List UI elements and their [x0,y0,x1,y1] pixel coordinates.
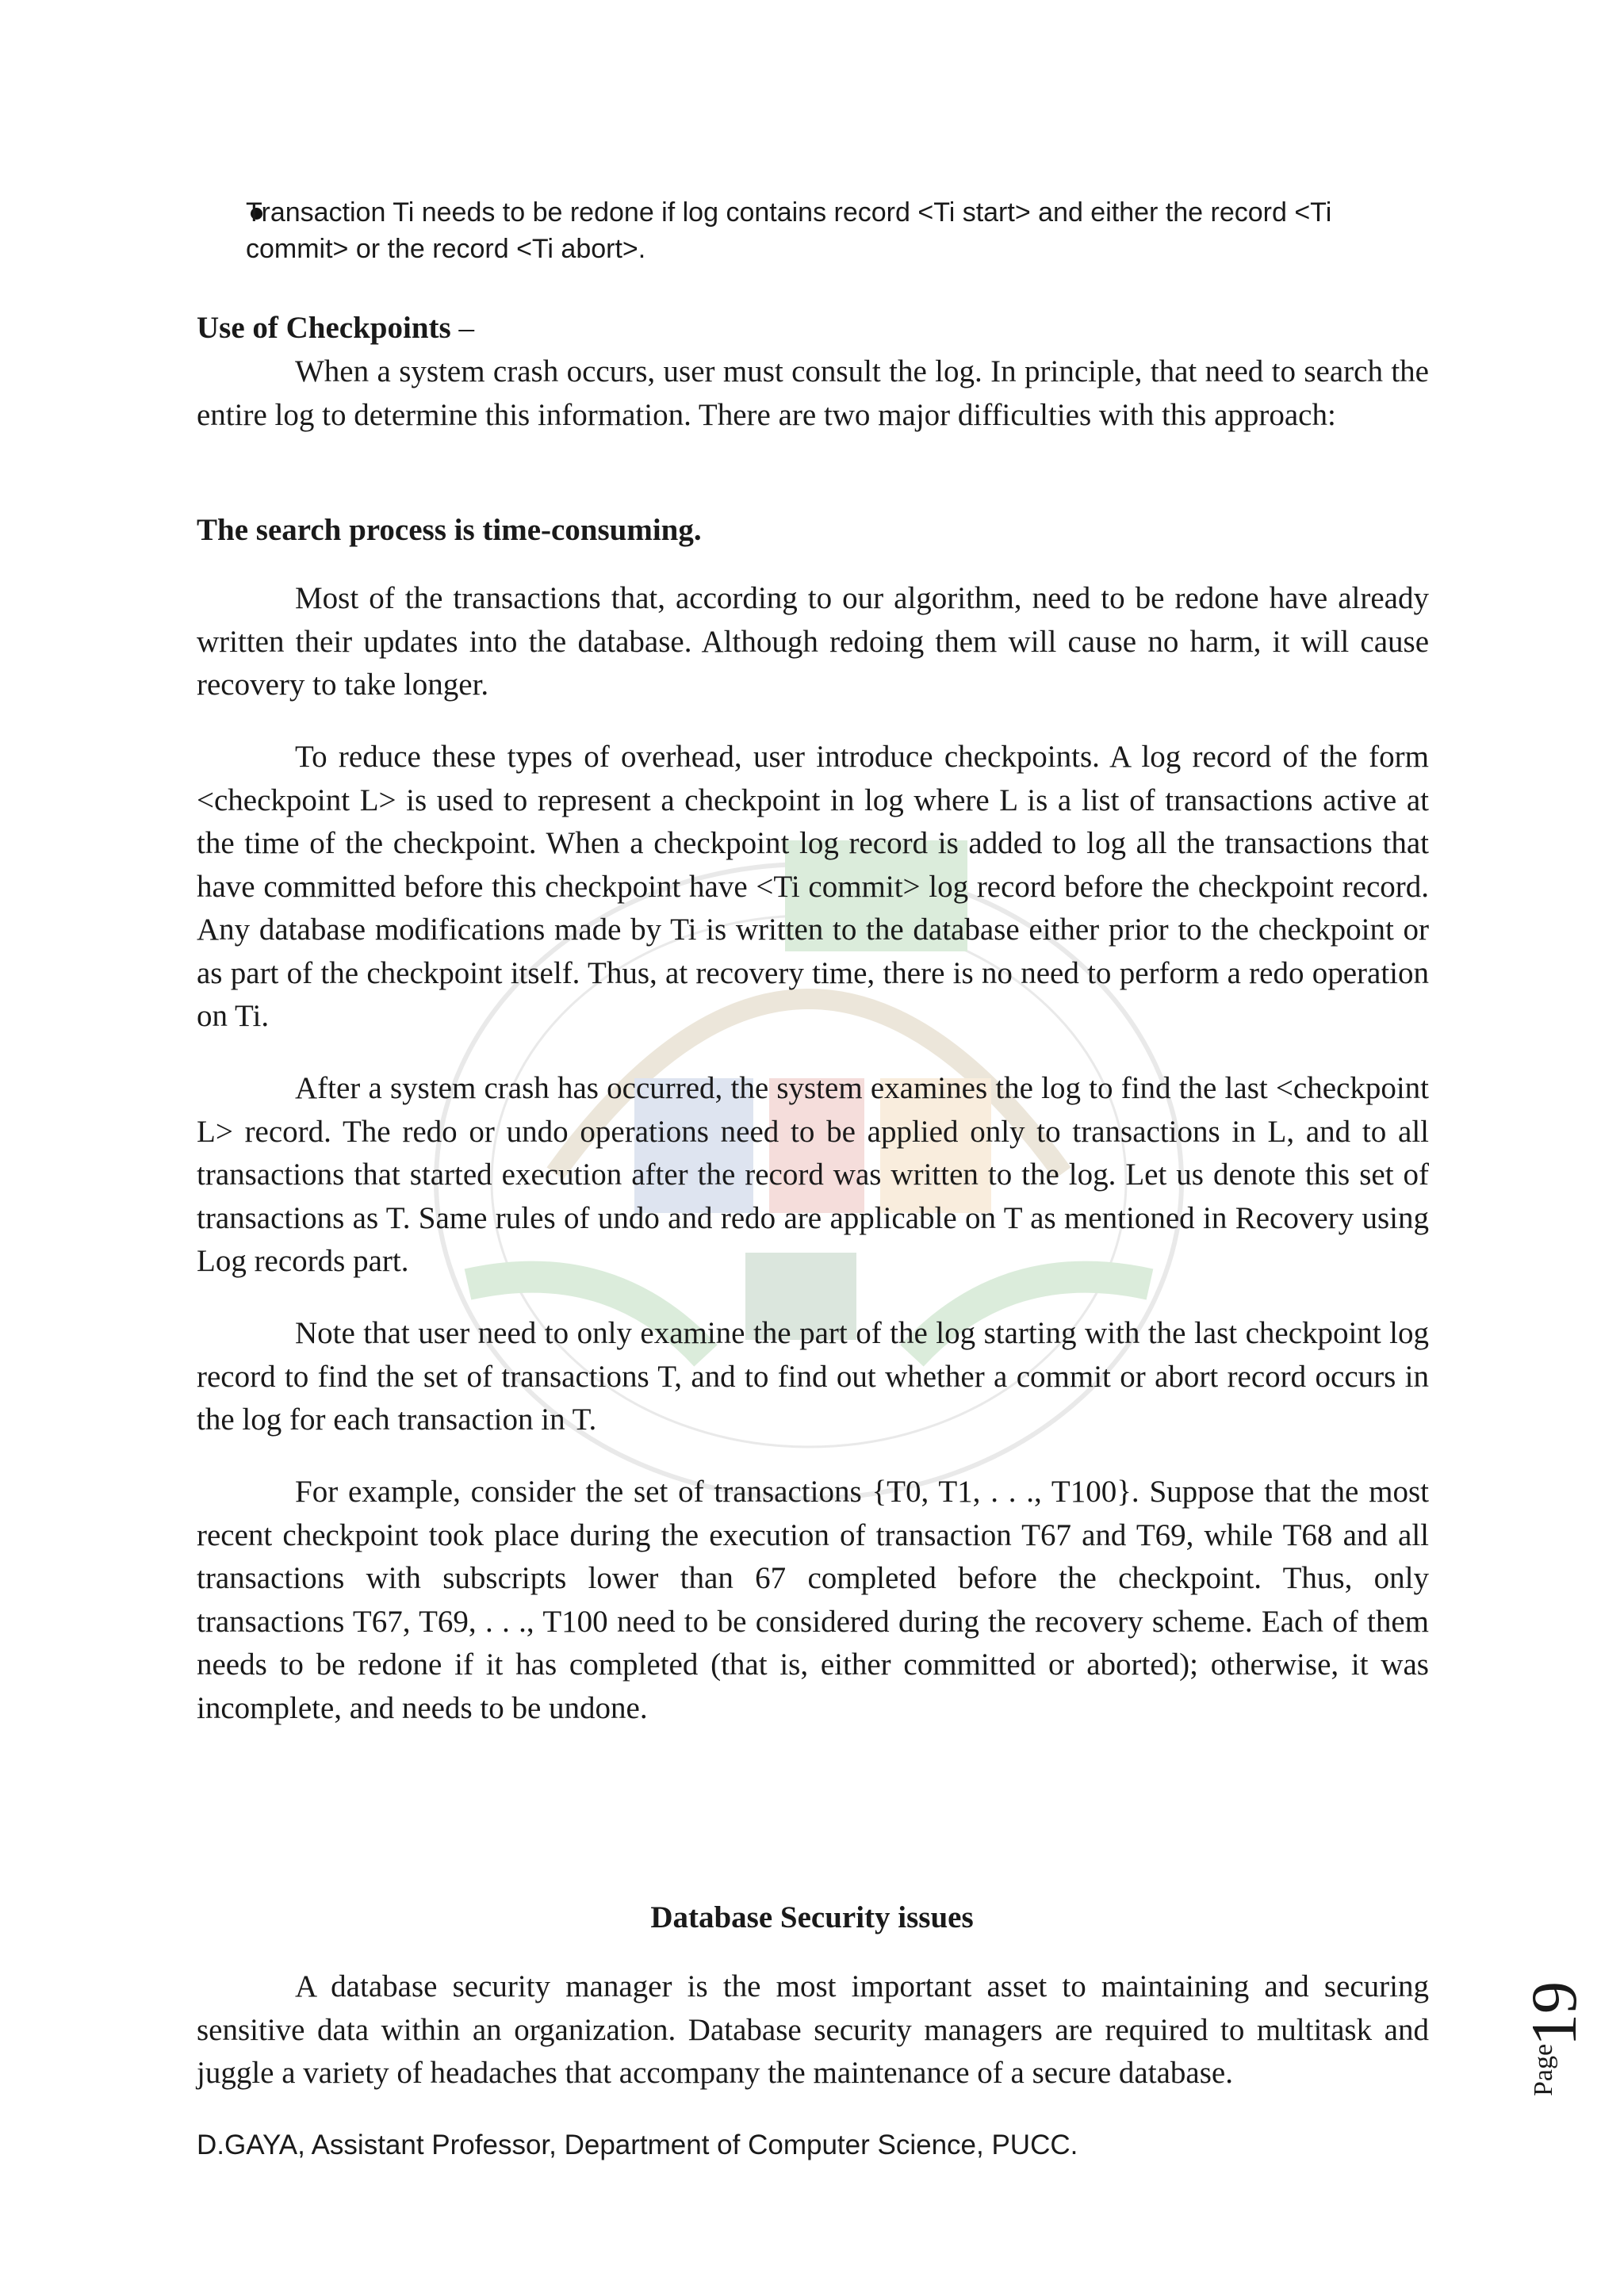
bullet-text: Transaction Ti needs to be redone if log contains record <Ti start> and either the record <Ti commit> or the record <Ti abort>. [246,197,1332,264]
page-number-value: 19 [1518,1981,1590,2046]
page-number-label: Page [1529,2043,1558,2097]
paragraph-introduce-checkpoints: To reduce these types of overhead, user introduce checkpoints. A log record of the form <checkpoint L> is used to represent a checkpoint in log where L is a list of transactions active at the time of the checkpoint. When a checkpoint log record is added to log all the transactions that have committed before this checkpoint have <Ti commit> log record before the checkpoint record. Any database modifications made by Ti is written to the database either prior to the checkpoint or as part of the checkpoint itself. Thus, at recovery time, there is no need to perform a redo operation on Ti. [197,740,1429,1033]
footer-author: D.GAYA, Assistant Professor, Department of Computer Science, PUCC. [197,2130,1078,2160]
checkpoints-heading-dash: – [450,311,474,345]
checkpoints-heading-line [197,307,1434,350]
search-process-heading: The search process is time-consuming. [197,513,702,547]
page-number [1511,1958,1598,2097]
checkpoints-intro-paragraph: When a system crash occurs, user must consult the log. In principle, that need to search the entire log to determine this information. There are two major difficulties with this approach: [197,354,1429,432]
paragraph-examine-log: Note that user need to only examine the part of the log starting with the last checkpoint log record to find the set of transactions T, and to find out whether a commit or abort record occurs in the log for each transaction in T. [197,1316,1429,1437]
paragraph-security-manager: A database security manager is the most important asset to maintaining and securing sensitive data within an organization. Database security managers are required to multitask and juggle a variety of headaches that accompany the maintenance of a secure database. [197,1969,1429,2090]
paragraph-after-crash: After a system crash has occurred, the system examines the log to find the last <checkpoint L> record. The redo or undo operations need to be applied only to transactions in L, and to all transactions that started execution after the record was written to the log. Let us denote this set of transactions as T. Same rules of undo and redo are applicable on T as mentioned in Recovery using Log records part. [197,1071,1429,1278]
paragraph-example: For example, consider the set of transactions {T0, T1, . . ., T100}. Suppose that the most recent checkpoint took place during the execution of transaction T67 and T69, while T68 and all transactions with subscripts lower than 67 completed before the checkpoint. Thus, only transactions T67, T69, . . ., T100 need to be considered during the recovery scheme. Each of them needs to be redone if it has completed (that is, either committed or aborted); otherwise, it was incomplete, and needs to be undone. [197,1475,1429,1725]
security-heading: Database Security issues [650,1900,974,1934]
checkpoints-heading: Use of Checkpoints [197,311,451,345]
paragraph-redo-overhead: Most of the transactions that, according to our algorithm, need to be redone have already written their updates into the database. Although redoing them will cause no harm, it will cause recovery to take longer. [197,581,1429,702]
